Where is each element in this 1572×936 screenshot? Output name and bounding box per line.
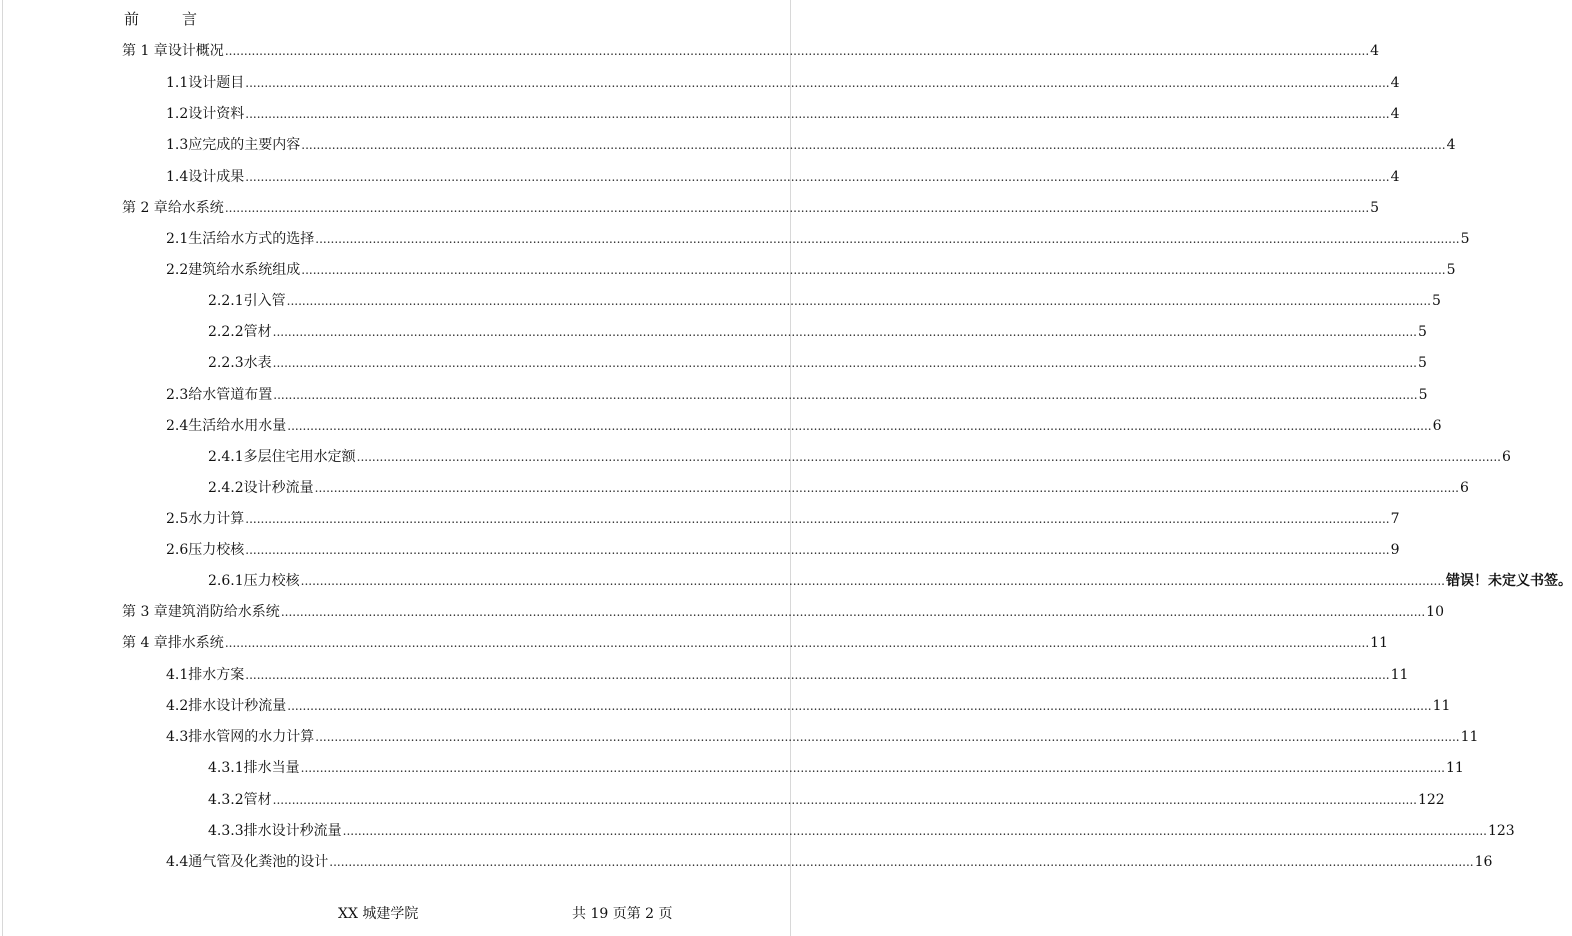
toc-entry-page: 5: [1417, 355, 1427, 371]
toc-entry[interactable]: [166, 851, 1493, 873]
toc-entry-number: 2.6.1: [208, 573, 244, 589]
toc-entry-page: 5: [1417, 324, 1427, 340]
toc-entry-number: 4.3: [166, 729, 189, 745]
toc-entry-number: 1.1: [166, 75, 189, 91]
toc-entry-page: 11: [1445, 760, 1464, 776]
toc-entry-page: 6: [1501, 449, 1511, 465]
toc-entry-page: 4: [1390, 169, 1400, 185]
toc-entry[interactable]: [166, 695, 1451, 717]
toc-entry-number: 1.2: [166, 106, 189, 122]
toc-entry[interactable]: [166, 726, 1479, 748]
toc-entry-title: 排水方案: [188, 667, 245, 683]
toc-leader-dots: ............................................................................................................................................................................................................................................................................................................: [300, 761, 1445, 775]
toc-leader-dots: ............................................................................................................................................................................................................................................................................................................: [356, 450, 1501, 464]
toc-leader-dots: ............................................................................................................................................................................................................................................................................................................: [245, 107, 1390, 121]
toc-entry-title: 设计资料: [188, 106, 245, 122]
toc-entry-title: 建筑消防给水系统: [167, 604, 280, 620]
toc-entry-page: 7: [1390, 511, 1400, 527]
toc-entry-page: 10: [1426, 604, 1444, 620]
toc-entry[interactable]: [166, 415, 1442, 437]
toc-entry-number: 2.2: [166, 262, 189, 278]
toc-leader-dots: ............................................................................................................................................................................................................................................................................................................: [329, 855, 1474, 869]
toc-entry-title: 水表: [243, 355, 272, 371]
toc-entry-page: 16: [1474, 854, 1493, 870]
toc-entry-page: 11: [1432, 698, 1451, 714]
toc-leader-dots: ............................................................................................................................................................................................................................................................................................................: [301, 138, 1446, 152]
toc-leader-dots: ............................................................................................................................................................................................................................................................................................................: [272, 356, 1417, 370]
toc-entry[interactable]: [208, 477, 1469, 499]
toc-leader-dots: ............................................................................................................................................................................................................................................................................................................: [245, 76, 1390, 90]
toc-leader-dots: ............................................................................................................................................................................................................................................................................................................: [224, 44, 1370, 58]
toc-entry[interactable]: [208, 290, 1441, 312]
toc-entry-number: 1.4: [166, 169, 189, 185]
toc-entry-number: 4.2: [166, 698, 189, 714]
toc-entry-title: 排水当量: [243, 760, 300, 776]
toc-entry[interactable]: [166, 664, 1409, 686]
toc-entry[interactable]: [122, 197, 1380, 219]
toc-entry-number: 2.2.2: [208, 324, 244, 340]
toc-entry-page: 11: [1460, 729, 1479, 745]
toc-entry-number: 2.6: [166, 542, 189, 558]
toc-entry[interactable]: [122, 632, 1388, 654]
toc-entry-number: 2.3: [166, 387, 189, 403]
toc-entry-title: 生活给水用水量: [188, 418, 287, 434]
toc-entry-title: 排水设计秒流量: [188, 698, 287, 714]
toc-entry-error-page: 错误！未定义书签。: [1445, 573, 1572, 589]
toc-leader-dots: ............................................................................................................................................................................................................................................................................................................: [286, 294, 1431, 308]
toc-entry-page: 5: [1446, 262, 1456, 278]
toc-entry-title: 给水管道布置: [188, 387, 273, 403]
toc-entry-page: 11: [1390, 667, 1409, 683]
toc-entry-title: 压力校核: [188, 542, 245, 558]
toc-entry-title: 排水管网的水力计算: [188, 729, 315, 745]
toc-entry-number: 第 4 章: [122, 635, 168, 651]
toc-entry-page: 6: [1459, 480, 1469, 496]
toc-entry-page: 4: [1446, 137, 1456, 153]
toc-entry-number: 第 2 章: [122, 200, 168, 216]
toc-entry[interactable]: [208, 789, 1445, 811]
toc-entry[interactable]: [166, 259, 1456, 281]
toc-leader-dots: ............................................................................................................................................................................................................................................................................................................: [245, 512, 1390, 526]
toc-entry-page: 5: [1431, 293, 1441, 309]
page-edge-left: [2, 0, 3, 936]
toc-entry-page: 5: [1418, 387, 1428, 403]
toc-entry-title: 排水设计秒流量: [243, 823, 342, 839]
toc-entry-number: 4.3.1: [208, 760, 244, 776]
toc-entry-number: 4.3.3: [208, 823, 244, 839]
toc-entry-title: 管材: [243, 792, 272, 808]
toc-entry-title: 通气管及化粪池的设计: [188, 854, 329, 870]
toc-entry-page: 4: [1390, 106, 1400, 122]
toc-entry-number: 4.1: [166, 667, 189, 683]
toc-entry-number: 第 1 章: [122, 43, 168, 59]
toc-entry-number: 2.4.1: [208, 449, 244, 465]
footer-school: XX 城建学院: [338, 906, 419, 922]
toc-entry-page: 9: [1390, 542, 1400, 558]
toc-entry-title: 水力计算: [188, 511, 245, 527]
toc-entry-page: 5: [1370, 200, 1380, 216]
toc-entry-title: 设计秒流量: [243, 480, 314, 496]
toc-entry[interactable]: [208, 321, 1427, 343]
toc-entry-title: 建筑给水系统组成: [188, 262, 301, 278]
toc-entry-number: 4.4: [166, 854, 189, 870]
toc-entry-page: 5: [1460, 231, 1470, 247]
toc-entry-title: 生活给水方式的选择: [188, 231, 315, 247]
toc-entry-number: 4.3.2: [208, 792, 244, 808]
toc-leader-dots: ............................................................................................................................................................................................................................................................................................................: [272, 793, 1417, 807]
toc-entry-page: 6: [1432, 418, 1442, 434]
toc-entry-page: 11: [1370, 635, 1388, 651]
toc-entry[interactable]: [166, 508, 1400, 530]
toc-entry[interactable]: [166, 228, 1470, 250]
toc-entry-title: 多层住宅用水定额: [243, 449, 356, 465]
toc-leader-dots: ............................................................................................................................................................................................................................................................................................................: [314, 481, 1459, 495]
toc-leader-dots: ............................................................................................................................................................................................................................................................................................................: [315, 730, 1460, 744]
toc-entry-number: 2.2.1: [208, 293, 244, 309]
toc-entry[interactable]: [166, 103, 1400, 125]
toc-entry[interactable]: [122, 40, 1380, 62]
toc-entry-title: 压力校核: [243, 573, 300, 589]
toc-leader-dots: ............................................................................................................................................................................................................................................................................................................: [273, 388, 1418, 402]
toc-leader-dots: ............................................................................................................................................................................................................................................................................................................: [224, 201, 1370, 215]
toc-entry-title: 设计概况: [167, 43, 224, 59]
preface-title: 前 言: [124, 10, 212, 28]
footer-pagination: 共 19 页第 2 页: [572, 906, 673, 922]
toc-leader-dots: ............................................................................................................................................................................................................................................................................................................: [245, 170, 1390, 184]
toc-entry[interactable]: [208, 446, 1511, 468]
toc-entry-page: 123: [1487, 823, 1515, 839]
toc-entry[interactable]: [208, 352, 1427, 374]
toc-leader-dots: ............................................................................................................................................................................................................................................................................................................: [301, 263, 1446, 277]
toc-entry-title: 应完成的主要内容: [188, 137, 301, 153]
toc-leader-dots: ............................................................................................................................................................................................................................................................................................................: [315, 232, 1460, 246]
toc-entry-title: 设计成果: [188, 169, 245, 185]
toc-entry-title: 设计题目: [188, 75, 245, 91]
toc-entry-page: 4: [1390, 75, 1400, 91]
toc-entry[interactable]: [166, 384, 1428, 406]
toc-entry-title: 引入管: [243, 293, 286, 309]
toc-entry-number: 2.4: [166, 418, 189, 434]
toc-leader-dots: ............................................................................................................................................................................................................................................................................................................: [287, 419, 1432, 433]
toc-entry[interactable]: [166, 166, 1400, 188]
toc-entry-page: 122: [1417, 792, 1445, 808]
toc-entry[interactable]: [208, 757, 1464, 779]
toc-entry-number: 1.3: [166, 137, 189, 153]
toc-entry[interactable]: [208, 820, 1515, 842]
toc-entry-number: 2.2.3: [208, 355, 244, 371]
toc-entry-title: 排水系统: [167, 635, 224, 651]
toc-entry-title: 给水系统: [167, 200, 224, 216]
toc-entry-title: 管材: [243, 324, 272, 340]
toc-leader-dots: ............................................................................................................................................................................................................................................................................................................: [280, 605, 1426, 619]
toc-entry[interactable]: [166, 134, 1456, 156]
toc-leader-dots: ............................................................................................................................................................................................................................................................................................................: [287, 699, 1432, 713]
toc-leader-dots: ............................................................................................................................................................................................................................................................................................................: [245, 543, 1390, 557]
toc-leader-dots: ............................................................................................................................................................................................................................................................................................................: [342, 824, 1487, 838]
toc-entry[interactable]: [122, 601, 1444, 623]
toc-entry-number: 2.4.2: [208, 480, 244, 496]
toc-entry-number: 第 3 章: [122, 604, 168, 620]
toc-entry-number: 2.5: [166, 511, 189, 527]
toc-entry[interactable]: [208, 570, 1572, 592]
toc-leader-dots: ............................................................................................................................................................................................................................................................................................................: [300, 574, 1445, 588]
toc-leader-dots: ............................................................................................................................................................................................................................................................................................................: [245, 668, 1390, 682]
toc-entry[interactable]: [166, 539, 1400, 561]
toc-entry-number: 2.1: [166, 231, 189, 247]
toc-entry-page: 4: [1370, 43, 1380, 59]
toc-leader-dots: ............................................................................................................................................................................................................................................................................................................: [272, 325, 1417, 339]
toc-entry[interactable]: [166, 72, 1400, 94]
toc-leader-dots: ............................................................................................................................................................................................................................................................................................................: [224, 636, 1370, 650]
